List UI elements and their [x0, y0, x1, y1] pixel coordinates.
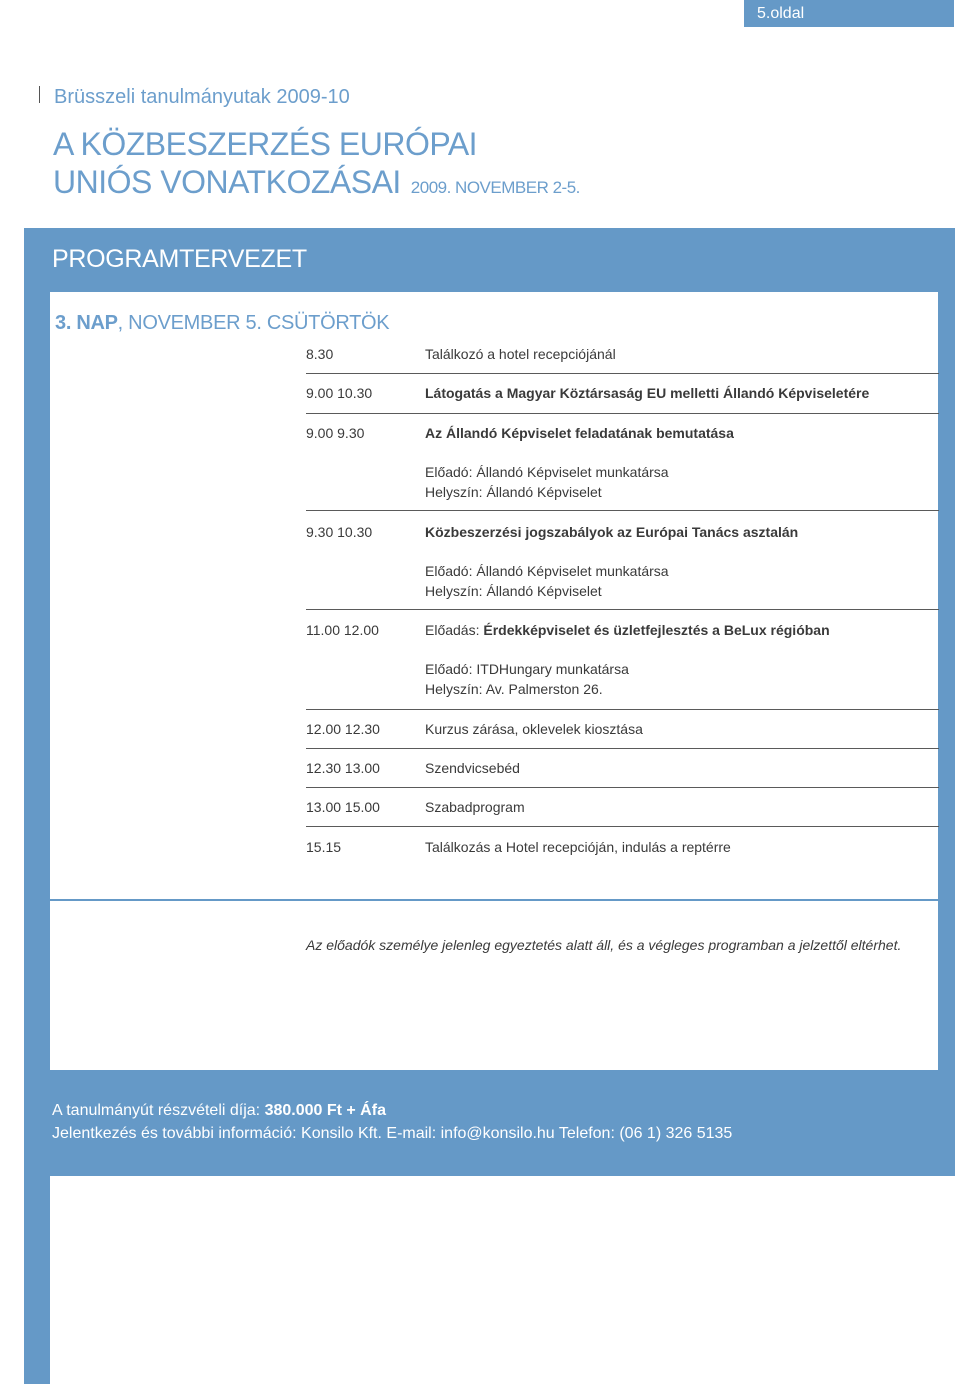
frame-right-bar: [938, 228, 955, 1070]
row-divider: [306, 748, 939, 749]
schedule-venue: Helyszín: Állandó Képviselet: [425, 583, 602, 599]
schedule-presenter: Előadó: Állandó Képviselet munkatársa: [425, 464, 669, 480]
schedule-presenter: Előadó: ITDHungary munkatársa: [425, 661, 629, 677]
schedule-desc: Szabadprogram: [425, 799, 525, 815]
footer-band: [24, 1070, 955, 1176]
schedule-time: 12.00 12.30: [306, 721, 380, 737]
fee-label: A tanulmányút részvételi díja:: [52, 1102, 265, 1119]
schedule-time: 13.00 15.00: [306, 799, 380, 815]
page-number: 5.oldal: [757, 5, 805, 22]
row-divider: [306, 373, 939, 374]
section-divider: [24, 899, 955, 901]
header-subtitle: Brüsszeli tanulmányutak 2009-10: [54, 86, 350, 108]
frame-left-bar: [24, 228, 50, 1384]
header-title-line2: [53, 164, 580, 201]
schedule-desc: Találkozás a Hotel recepcióján, indulás a reptérre: [425, 839, 731, 855]
schedule-desc: Érdekképviselet és üzletfejlesztés a BeLux régióban: [483, 622, 830, 638]
schedule-desc: Látogatás a Magyar Köztársaság EU melletti Állandó Képviseletére: [425, 385, 870, 401]
disclaimer-note: Az előadók személye jelenleg egyeztetés alatt áll, és a végleges programban a jelzettől eltérhet.: [306, 937, 902, 953]
schedule-venue: Helyszín: Állandó Képviselet: [425, 484, 602, 500]
schedule-desc: Szendvicsebéd: [425, 760, 520, 776]
schedule-desc: Kurzus zárása, oklevelek kiosztása: [425, 721, 643, 737]
schedule-desc-prefix: Előadás:: [425, 622, 484, 638]
schedule-time: 9.00 9.30: [306, 425, 365, 441]
schedule-time: 9.00 10.30: [306, 385, 373, 401]
contact-line: Jelentkezés és további információ: Konsilo Kft. E-mail: info@konsilo.hu Telefon: (06 1) 326 5135: [52, 1125, 733, 1142]
schedule-desc-wrap: [425, 622, 830, 638]
header-rule: [39, 86, 40, 103]
fee-line: [52, 1102, 386, 1120]
row-divider: [306, 609, 939, 610]
page-number-tab: [744, 0, 954, 27]
row-divider: [306, 826, 939, 827]
row-divider: [306, 787, 939, 788]
day-title: [55, 312, 389, 335]
schedule-venue: Helyszín: Av. Palmerston 26.: [425, 681, 603, 697]
header-title-line1: A KÖZBESZERZÉS EURÓPAI: [53, 126, 478, 162]
fee-value: 380.000 Ft + Áfa: [264, 1102, 386, 1119]
day-number: 3. NAP: [55, 312, 118, 334]
row-divider: [306, 510, 939, 511]
header-title-line2-text: UNIÓS VONATKOZÁSAI: [53, 164, 401, 200]
row-divider: [306, 413, 939, 414]
schedule-desc: Találkozó a hotel recepciójánál: [425, 346, 616, 362]
schedule-desc: Közbeszerzési jogszabályok az Európai Tanács asztalán: [425, 524, 799, 540]
schedule-presenter: Előadó: Állandó Képviselet munkatársa: [425, 563, 669, 579]
header-date: 2009. NOVEMBER 2-5.: [410, 178, 580, 197]
schedule-time: 15.15: [306, 839, 342, 855]
day-date: , NOVEMBER 5. CSÜTÖRTÖK: [117, 312, 390, 334]
schedule-time: 9.30 10.30: [306, 524, 373, 540]
schedule-desc: Az Állandó Képviselet feladatának bemutatása: [425, 425, 734, 441]
program-title: PROGRAMTERVEZET: [52, 245, 307, 273]
schedule-time: 8.30: [306, 346, 334, 362]
row-divider: [306, 709, 939, 710]
schedule-time: 11.00 12.00: [306, 622, 379, 638]
schedule-time: 12.30 13.00: [306, 760, 380, 776]
